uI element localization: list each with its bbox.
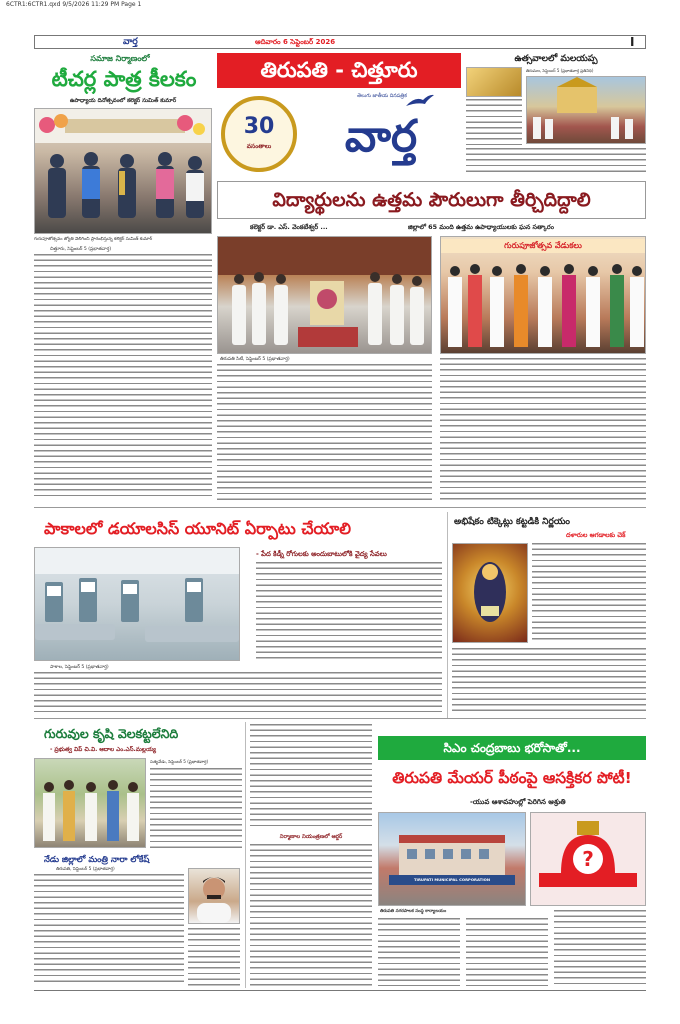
page-bottom-rule xyxy=(34,990,646,991)
lead-headline: విద్యార్థులను ఉత్తమ పౌరులుగా తీర్చిదిద్దాలి xyxy=(272,189,591,211)
anniversary-word: వసంతాలు xyxy=(246,143,272,150)
dialysis-subheadline: - పేద కిడ్నీ రోగులకు అందుబాటులోకి వైద్య సేవలు xyxy=(256,550,387,558)
lead-sub-right: జిల్లాలో 65 మంది ఉత్తమ ఉపాధ్యాయులకు ఘన సత్కారం xyxy=(408,223,554,231)
divider-vertical-2 xyxy=(245,722,246,988)
divider-2 xyxy=(34,718,646,719)
gurus-body-right xyxy=(150,768,242,848)
dialysis-body xyxy=(34,672,442,712)
mayor-kicker: సిఎం చంద్రబాబు భరోసాతో... xyxy=(443,741,581,755)
corporation-photo xyxy=(378,812,526,906)
dialysis-dateline: పాకాల, సెప్టెంబర్ 5 (ప్రభాతవార్త) xyxy=(50,665,109,670)
left-kicker: సమాజ నిర్మాణంలో xyxy=(90,54,150,63)
page-number: I xyxy=(630,35,635,49)
mayor-body-col2 xyxy=(466,918,548,986)
lead-body-col2 xyxy=(440,358,646,500)
lokesh-dateline: తిరుపతి, సెప్టెంబర్ 5 (ప్రభాతవార్త) xyxy=(56,867,115,872)
lokesh-headline: నేడు జిల్లాలో మంత్రి నారా లోకేష్ xyxy=(44,854,150,864)
left-headline: టీచర్ల పాత్ర కీలకం xyxy=(51,67,197,91)
lead-headline-box xyxy=(217,181,646,219)
brand-label: వార్త xyxy=(123,37,138,47)
dialysis-body-right xyxy=(256,562,442,662)
print-line: 6CTR1:6CTR1.qxd 9/5/2026 11:29 PM Page 1 xyxy=(6,1,142,8)
deity-photo xyxy=(452,543,528,643)
abhishekam-subheadline: దళారుల ఆగడాలకు చెక్ xyxy=(566,531,626,539)
masthead-edition-banner xyxy=(217,53,461,88)
mid-body-top xyxy=(250,724,372,828)
lead-body-col1 xyxy=(217,364,432,500)
procession-photo xyxy=(526,76,646,144)
corporation-sign: TIRUPATI MUNICIPAL CORPORATION xyxy=(413,877,491,882)
dialysis-photo xyxy=(34,547,240,661)
lead-sub-left: కలెక్టర్ డా. ఎస్. వెంకటేశ్వర్ ... xyxy=(250,223,328,231)
order-box-heading: నిర్మాణాల నియంత్రణలో ఆర్డర్ xyxy=(279,834,343,840)
lead-photo-banner: గురుపూజోత్సవ వేడుకలు xyxy=(441,239,645,253)
left-dateline: చిత్తూరు, సెప్టెంబర్ 5 (ప్రభాతవార్త) xyxy=(50,247,112,252)
left-story-body xyxy=(34,254,212,500)
gurus-dateline: సత్యవేడు, సెప్టెంబర్ 5 (ప్రభాతవార్త) xyxy=(150,759,209,764)
gurus-subheadline: - ప్రభుత్వ విప్ చి.వి. ఆదాల ఎం.ఎస్.మల్లయ్య xyxy=(50,747,157,753)
lokesh-body-bottom xyxy=(188,928,240,986)
lokesh-photo xyxy=(188,868,240,924)
mayor-kicker-bar xyxy=(378,736,646,760)
lokesh-body xyxy=(34,874,184,986)
top-right-headline: ఉత్సవాలలో మలయప్ప xyxy=(514,54,598,64)
anniversary-number: 30 xyxy=(243,114,275,139)
mayor-body-col3 xyxy=(554,910,646,986)
divider-vertical xyxy=(447,512,448,718)
gurus-headline: గురువుల కృషి వెలకట్టలేనిది xyxy=(44,726,179,741)
left-subheadline: ఉపాధ్యాయ దినోత్సవంలో కలెక్టర్ సుమిత్ కుమార్ xyxy=(69,98,177,104)
mid-body-bottom xyxy=(250,844,372,986)
collector-photo xyxy=(34,108,212,234)
abhishekam-body xyxy=(452,648,646,712)
lead-photo-right xyxy=(440,236,646,354)
issue-date: ఆదివారం 6 సెప్టెంబర్ 2026 xyxy=(255,38,336,46)
edition-name: తిరుపతి - చిత్తూరు xyxy=(260,58,418,82)
dialysis-headline: పాకాలలో డయాలసిస్ యూనిట్ ఏర్పాటు చేయాలి xyxy=(44,519,351,538)
corporation-photo-caption: తిరుపతి నగరపాలక సంస్థ కార్యాలయం xyxy=(380,909,447,914)
divider-1 xyxy=(34,507,646,508)
masthead-tagline: తెలుగు జాతీయ దినపత్రిక xyxy=(357,93,407,99)
top-right-caption: తిరుమల, సెప్టెంబర్ 5 (ప్రభాతవార్త ప్రతినిధి) xyxy=(526,68,594,73)
gurus-photo xyxy=(34,758,146,848)
mayor-question-graphic xyxy=(530,812,646,906)
malayappa-photo-small xyxy=(466,67,522,97)
top-bar xyxy=(34,35,646,49)
collector-photo-caption: గురుపూజోత్సవం జ్యోతి వెలిగించి ప్రారంభిస్తున్న కలెక్టర్ సుమిత్ కుమార్ xyxy=(34,237,153,242)
mayor-body-col1 xyxy=(378,918,460,986)
top-right-body xyxy=(466,148,646,176)
top-right-body-left xyxy=(466,99,522,145)
mayor-subheadline: -యువ ఆశావహుల్లో పెరిగిన ఆశ్రుతి xyxy=(470,798,566,806)
lead-photo-left xyxy=(217,236,432,354)
abhishekam-headline: అభిషేకం టిక్కెట్లు కట్టడికి నిర్ణయం xyxy=(454,517,570,527)
paper-name: వార్త xyxy=(344,111,418,162)
masthead-logo-area xyxy=(217,90,461,178)
anniversary-emblem xyxy=(221,96,297,172)
mayor-headline: తిరుపతి మేయర్ పీఠంపై ఆసక్తికర పోటీ! xyxy=(392,769,632,787)
lead-dateline: తిరుపతి సిటీ, సెప్టెంబర్ 5 (ప్రభాతవార్త) xyxy=(220,357,290,362)
abhishekam-body-right xyxy=(532,543,646,643)
svg-text:?: ? xyxy=(582,847,594,871)
